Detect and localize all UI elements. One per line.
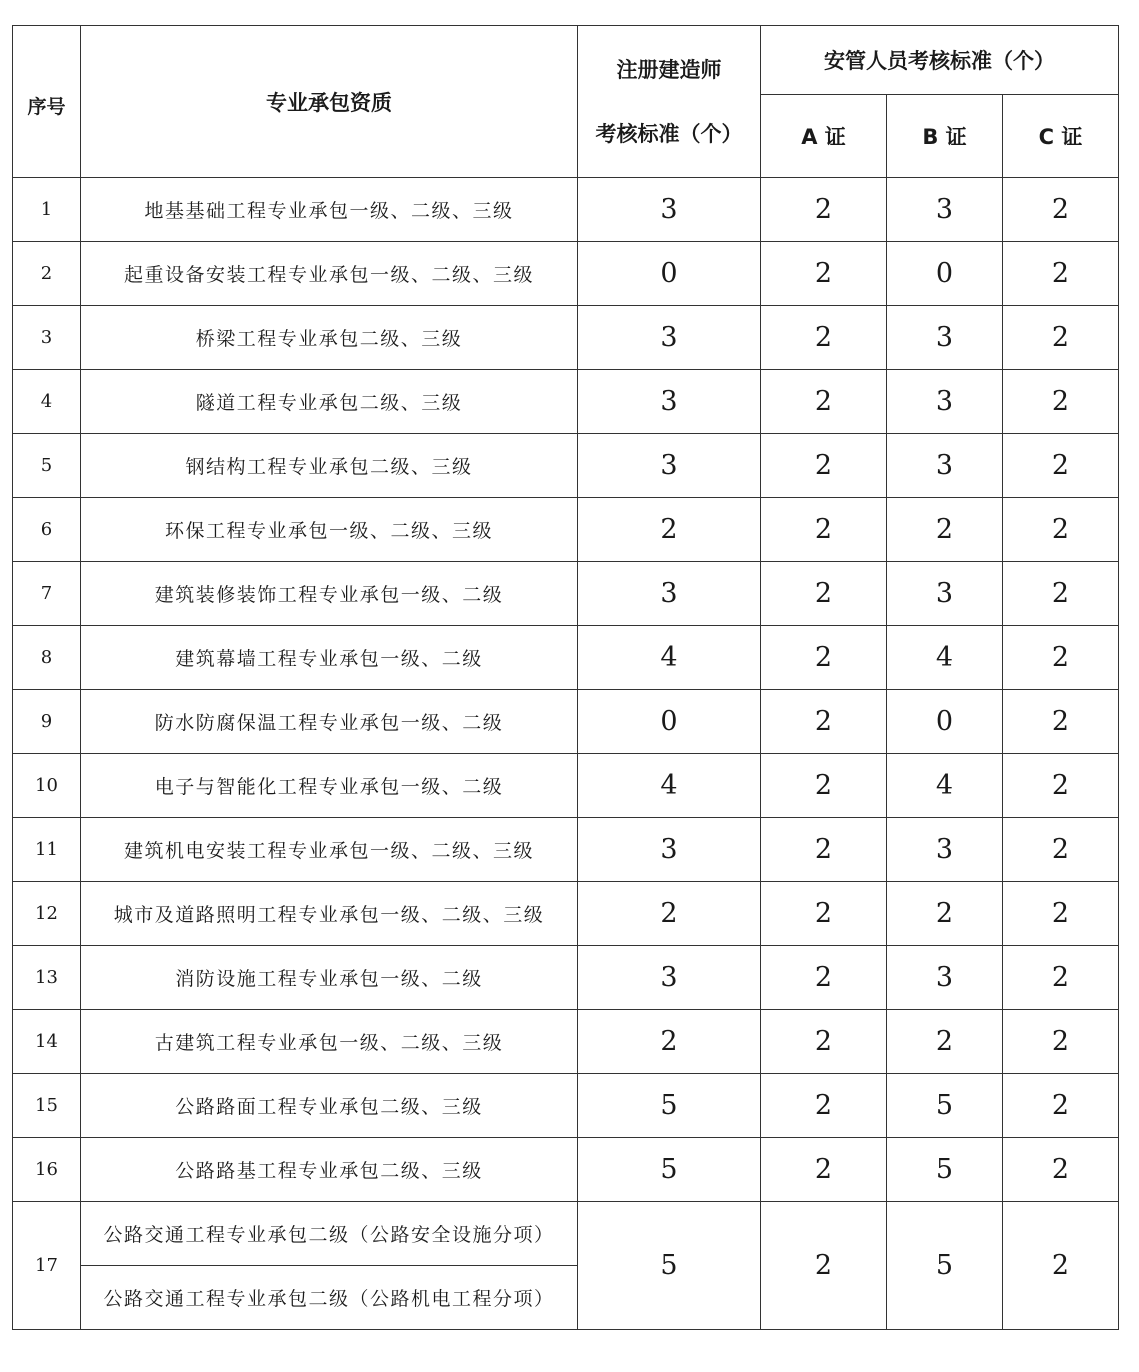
cell-cert-c: 2 xyxy=(1003,1138,1119,1202)
cell-cert-a: 2 xyxy=(761,754,887,818)
cell-cert-a: 2 xyxy=(761,498,887,562)
header-registered-builder xyxy=(578,26,761,178)
header-row xyxy=(13,26,1119,95)
cell-registered: 3 xyxy=(578,818,761,882)
cell-cert-b: 0 xyxy=(887,690,1003,754)
cell-cert-b: 3 xyxy=(887,434,1003,498)
header-safety-personnel: 安管人员考核标准（个） xyxy=(761,26,1119,95)
cell-registered: 5 xyxy=(578,1202,761,1330)
cell-cert-c: 2 xyxy=(1003,370,1119,434)
cell-cert-a: 2 xyxy=(761,818,887,882)
cell-seq: 7 xyxy=(13,562,81,626)
cell-cert-c: 2 xyxy=(1003,1074,1119,1138)
header-qualification: 专业承包资质 xyxy=(81,26,578,178)
cell-registered: 3 xyxy=(578,178,761,242)
table-row xyxy=(13,754,1119,818)
header-reg-line2: 考核标准（个） xyxy=(595,121,743,146)
cell-qualification: 电子与智能化工程专业承包一级、二级 xyxy=(81,754,578,818)
cell-qualification: 地基基础工程专业承包一级、二级、三级 xyxy=(81,178,578,242)
cell-qualification: 建筑装修装饰工程专业承包一级、二级 xyxy=(81,562,578,626)
cell-cert-a: 2 xyxy=(761,1138,887,1202)
cell-cert-a: 2 xyxy=(761,1010,887,1074)
cell-qualification: 建筑幕墙工程专业承包一级、二级 xyxy=(81,626,578,690)
cell-registered: 5 xyxy=(578,1138,761,1202)
cell-cert-b: 3 xyxy=(887,562,1003,626)
cell-qualification: 防水防腐保温工程专业承包一级、二级 xyxy=(81,690,578,754)
cell-registered: 3 xyxy=(578,306,761,370)
cell-qualification: 钢结构工程专业承包二级、三级 xyxy=(81,434,578,498)
cell-cert-c: 2 xyxy=(1003,434,1119,498)
cell-qualification: 隧道工程专业承包二级、三级 xyxy=(81,370,578,434)
cell-cert-a: 2 xyxy=(761,1202,887,1330)
cell-cert-a: 2 xyxy=(761,370,887,434)
cell-seq: 2 xyxy=(13,242,81,306)
cell-seq: 8 xyxy=(13,626,81,690)
cell-seq: 9 xyxy=(13,690,81,754)
cell-qualification: 古建筑工程专业承包一级、二级、三级 xyxy=(81,1010,578,1074)
cell-cert-c: 2 xyxy=(1003,626,1119,690)
table-row-17 xyxy=(13,1202,1119,1266)
cell-qualification: 起重设备安装工程专业承包一级、二级、三级 xyxy=(81,242,578,306)
table-row xyxy=(13,434,1119,498)
cell-cert-b: 2 xyxy=(887,498,1003,562)
table-row xyxy=(13,1074,1119,1138)
cell-cert-c: 2 xyxy=(1003,242,1119,306)
cell-cert-a: 2 xyxy=(761,626,887,690)
cell-cert-a: 2 xyxy=(761,306,887,370)
table-row xyxy=(13,178,1119,242)
cell-cert-b: 0 xyxy=(887,242,1003,306)
cell-seq: 11 xyxy=(13,818,81,882)
cell-cert-b: 3 xyxy=(887,306,1003,370)
cell-seq: 6 xyxy=(13,498,81,562)
cell-cert-c: 2 xyxy=(1003,946,1119,1010)
table-row xyxy=(13,370,1119,434)
header-cert-c: C 证 xyxy=(1003,95,1119,178)
cell-cert-b: 2 xyxy=(887,1010,1003,1074)
cell-qualification: 消防设施工程专业承包一级、二级 xyxy=(81,946,578,1010)
header-reg-line1: 注册建造师 xyxy=(616,57,722,82)
cell-cert-c: 2 xyxy=(1003,690,1119,754)
cell-registered: 5 xyxy=(578,1074,761,1138)
cell-seq: 1 xyxy=(13,178,81,242)
table-row xyxy=(13,946,1119,1010)
table-row xyxy=(13,498,1119,562)
cell-cert-c: 2 xyxy=(1003,498,1119,562)
cell-registered: 3 xyxy=(578,946,761,1010)
table-row xyxy=(13,818,1119,882)
cell-registered: 3 xyxy=(578,434,761,498)
cell-cert-b: 3 xyxy=(887,946,1003,1010)
cell-qualification: 公路路面工程专业承包二级、三级 xyxy=(81,1074,578,1138)
cell-cert-a: 2 xyxy=(761,242,887,306)
cell-seq: 13 xyxy=(13,946,81,1010)
cell-seq: 15 xyxy=(13,1074,81,1138)
cell-seq: 17 xyxy=(13,1202,81,1330)
table-row xyxy=(13,1010,1119,1074)
cell-cert-b: 4 xyxy=(887,626,1003,690)
cell-seq: 10 xyxy=(13,754,81,818)
cell-cert-b: 2 xyxy=(887,882,1003,946)
cell-cert-c: 2 xyxy=(1003,882,1119,946)
cell-registered: 4 xyxy=(578,754,761,818)
header-seq: 序号 xyxy=(13,26,81,178)
cell-qualification: 公路交通工程专业承包二级（公路机电工程分项） xyxy=(81,1266,578,1330)
table-row xyxy=(13,626,1119,690)
cell-cert-a: 2 xyxy=(761,882,887,946)
table-row xyxy=(13,306,1119,370)
table-row xyxy=(13,562,1119,626)
cell-qualification: 公路交通工程专业承包二级（公路安全设施分项） xyxy=(81,1202,578,1266)
cell-seq: 12 xyxy=(13,882,81,946)
cell-seq: 16 xyxy=(13,1138,81,1202)
cell-cert-c: 2 xyxy=(1003,306,1119,370)
cell-cert-a: 2 xyxy=(761,434,887,498)
cell-cert-a: 2 xyxy=(761,690,887,754)
cell-qualification: 公路路基工程专业承包二级、三级 xyxy=(81,1138,578,1202)
cell-cert-a: 2 xyxy=(761,562,887,626)
cell-cert-b: 4 xyxy=(887,754,1003,818)
header-cert-a: A 证 xyxy=(761,95,887,178)
cell-seq: 14 xyxy=(13,1010,81,1074)
cell-cert-a: 2 xyxy=(761,178,887,242)
cell-cert-c: 2 xyxy=(1003,1010,1119,1074)
cell-cert-b: 5 xyxy=(887,1074,1003,1138)
cell-registered: 2 xyxy=(578,498,761,562)
table-row xyxy=(13,1138,1119,1202)
cell-registered: 2 xyxy=(578,1010,761,1074)
cell-cert-c: 2 xyxy=(1003,754,1119,818)
cell-registered: 0 xyxy=(578,242,761,306)
cell-cert-c: 2 xyxy=(1003,178,1119,242)
cell-qualification: 建筑机电安装工程专业承包一级、二级、三级 xyxy=(81,818,578,882)
cell-registered: 0 xyxy=(578,690,761,754)
cell-cert-b: 3 xyxy=(887,178,1003,242)
cell-cert-b: 5 xyxy=(887,1202,1003,1330)
cell-registered: 3 xyxy=(578,370,761,434)
cell-cert-a: 2 xyxy=(761,1074,887,1138)
cell-registered: 2 xyxy=(578,882,761,946)
cell-registered: 4 xyxy=(578,626,761,690)
cell-cert-c: 2 xyxy=(1003,562,1119,626)
cell-qualification: 桥梁工程专业承包二级、三级 xyxy=(81,306,578,370)
cell-registered: 3 xyxy=(578,562,761,626)
table-row xyxy=(13,242,1119,306)
cell-seq: 5 xyxy=(13,434,81,498)
cell-seq: 4 xyxy=(13,370,81,434)
table-row xyxy=(13,690,1119,754)
cell-cert-c: 2 xyxy=(1003,818,1119,882)
cell-cert-b: 3 xyxy=(887,370,1003,434)
cell-cert-c: 2 xyxy=(1003,1202,1119,1330)
cell-cert-b: 3 xyxy=(887,818,1003,882)
qualification-standards-table xyxy=(12,25,1119,1330)
cell-cert-b: 5 xyxy=(887,1138,1003,1202)
cell-qualification: 环保工程专业承包一级、二级、三级 xyxy=(81,498,578,562)
table-row xyxy=(13,882,1119,946)
cell-cert-a: 2 xyxy=(761,946,887,1010)
cell-qualification: 城市及道路照明工程专业承包一级、二级、三级 xyxy=(81,882,578,946)
cell-seq: 3 xyxy=(13,306,81,370)
header-cert-b: B 证 xyxy=(887,95,1003,178)
